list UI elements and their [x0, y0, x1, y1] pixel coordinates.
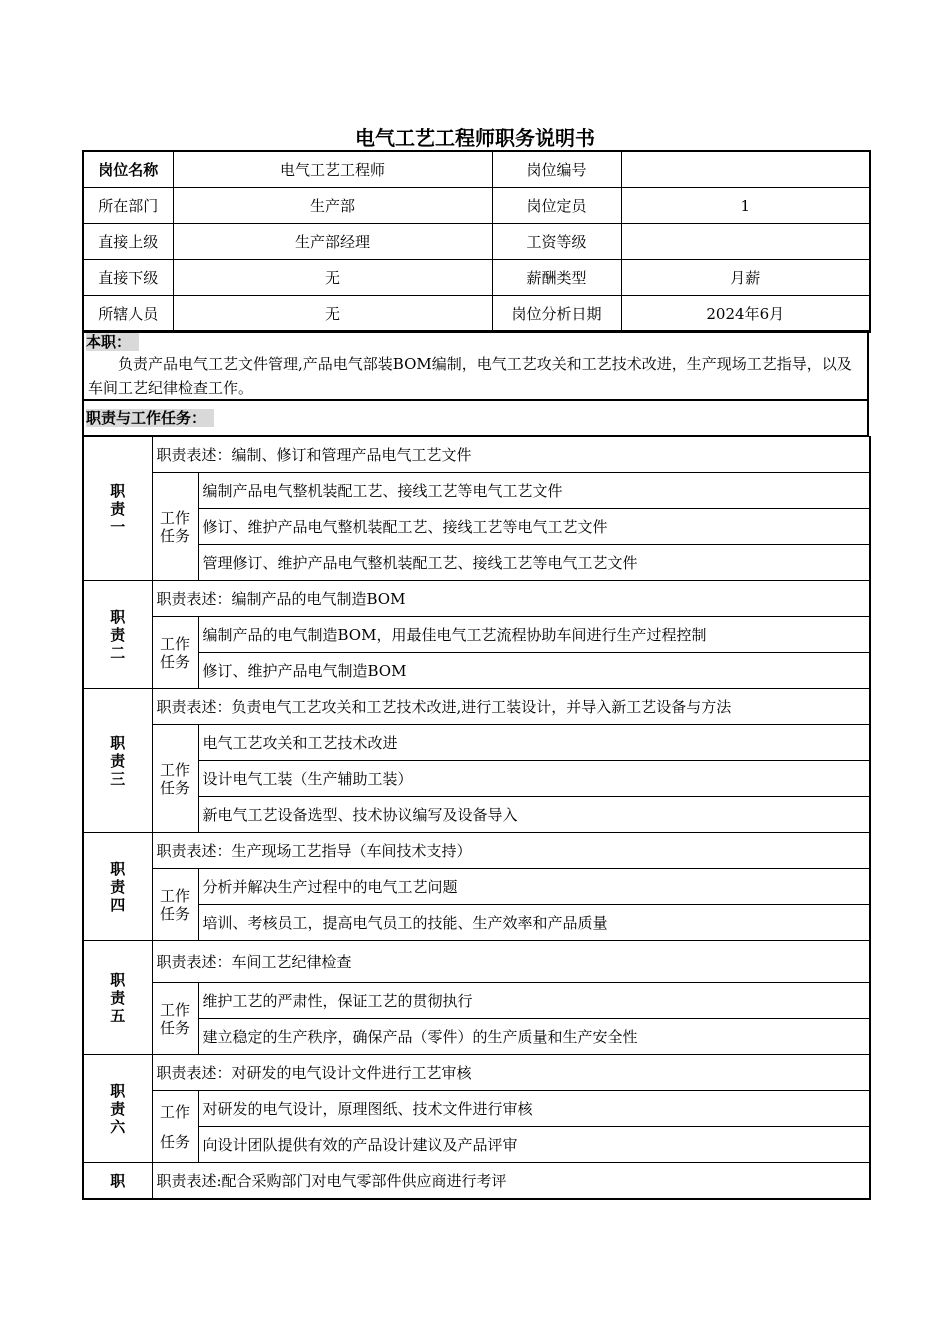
duty-description: 职责表述：负责电气工艺攻关和工艺技术改进,进行工装设计，并导入新工艺设备与方法: [152, 689, 870, 725]
task-item: 建立稳定的生产秩序，确保产品（零件）的生产质量和生产安全性: [198, 1019, 870, 1055]
duty-desc-row: [83, 1163, 870, 1200]
task-item: 维护工艺的严肃性，保证工艺的贯彻执行: [198, 983, 870, 1019]
duty-task-row: [83, 509, 870, 545]
info-value: 无: [173, 260, 492, 296]
info-row: [83, 151, 870, 188]
duty-task-row: [83, 653, 870, 689]
duty-label: 职责二: [83, 581, 152, 689]
duty-task-row: [83, 983, 870, 1019]
document-title: 电气工艺工程师职务说明书: [355, 126, 595, 150]
duty-task-row: [83, 797, 870, 833]
info-key: 工资等级: [492, 224, 621, 260]
duty-description: 职责表述：生产现场工艺指导（车间技术支持）: [152, 833, 870, 869]
duty-label: 职责三: [83, 689, 152, 833]
task-item: 电气工艺攻关和工艺技术改进: [198, 725, 870, 761]
task-item: 管理修订、维护产品电气整机装配工艺、接线工艺等电气工艺文件: [198, 545, 870, 581]
task-item: 培训、考核员工，提高电气员工的技能、生产效率和产品质量: [198, 905, 870, 941]
info-key: 岗位定员: [492, 188, 621, 224]
duty-description: 职责表述：对研发的电气设计文件进行工艺审核: [152, 1055, 870, 1091]
duty-desc-row: [83, 941, 870, 983]
task-item: 编制产品的电气制造BOM，用最佳电气工艺流程协助车间进行生产过程控制: [198, 617, 870, 653]
info-key: 薪酬类型: [492, 260, 621, 296]
info-value: 月薪: [621, 260, 870, 296]
duty-desc-row: [83, 1055, 870, 1091]
duty-desc-row: [83, 689, 870, 725]
duties-table: [82, 436, 871, 1200]
duty-label: 职责五: [83, 941, 152, 1055]
task-label: 工作任务: [152, 473, 198, 581]
task-item: 编制产品电气整机装配工艺、接线工艺等电气工艺文件: [198, 473, 870, 509]
duty-task-row: [83, 1127, 870, 1163]
info-key: 所在部门: [83, 188, 173, 224]
duty-task-row: [83, 761, 870, 797]
duty-task-row: [83, 1019, 870, 1055]
duty-label: 职责六: [83, 1055, 152, 1163]
duty-task-row: [83, 725, 870, 761]
duty-desc-row: [83, 437, 870, 473]
info-key: 直接下级: [83, 260, 173, 296]
duties-header-section: [82, 400, 869, 436]
info-value: 1: [621, 188, 870, 224]
info-key: 岗位分析日期: [492, 296, 621, 333]
task-label: 工作任务: [152, 983, 198, 1055]
core-duty-section: [82, 330, 869, 400]
info-value: 生产部: [173, 188, 492, 224]
info-value: 电气工艺工程师: [173, 151, 492, 188]
task-label: 工作任务: [152, 725, 198, 833]
duty-description: 职责表述：车间工艺纪律检查: [152, 941, 870, 983]
info-key: 所辖人员: [83, 296, 173, 333]
duty-description: 职责表述:配合采购部门对电气零部件供应商进行考评: [152, 1163, 870, 1200]
position-info-table: [82, 150, 871, 333]
duties-header: 职责与工作任务：: [86, 409, 214, 427]
info-value: [621, 151, 870, 188]
info-row: [83, 224, 870, 260]
duty-task-row: [83, 545, 870, 581]
duty-task-row: [83, 617, 870, 653]
duty-label: 职: [83, 1163, 152, 1200]
task-label: 工作任务: [152, 617, 198, 689]
task-item: 分析并解决生产过程中的电气工艺问题: [198, 869, 870, 905]
duty-task-row: [83, 869, 870, 905]
task-item: 新电气工艺设备选型、技术协议编写及设备导入: [198, 797, 870, 833]
task-item: 修订、维护产品电气制造BOM: [198, 653, 870, 689]
task-label: 工作任务: [152, 869, 198, 941]
duty-task-row: [83, 473, 870, 509]
task-label: 工作任务: [152, 1091, 198, 1163]
duty-description: 职责表述：编制、修订和管理产品电气工艺文件: [152, 437, 870, 473]
duty-label: 职责四: [83, 833, 152, 941]
info-value: 2024年6月: [621, 296, 870, 333]
task-item: 对研发的电气设计，原理图纸、技术文件进行审核: [198, 1091, 870, 1127]
task-item: 设计电气工装（生产辅助工装）: [198, 761, 870, 797]
info-row: [83, 188, 870, 224]
info-row: [83, 296, 870, 333]
info-key: 岗位名称: [83, 151, 173, 188]
duty-label: 职责一: [83, 437, 152, 581]
task-item: 向设计团队提供有效的产品设计建议及产品评审: [198, 1127, 870, 1163]
duty-task-row: [83, 905, 870, 941]
info-key: 直接上级: [83, 224, 173, 260]
task-item: 修订、维护产品电气整机装配工艺、接线工艺等电气工艺文件: [198, 509, 870, 545]
core-duty-label: 本职：: [84, 331, 867, 352]
core-duty-text: 负责产品电气工艺文件管理,产品电气部装BOM编制，电气工艺攻关和工艺技术改进，生产现场工艺指导，以及车间工艺纪律检查工作。: [88, 355, 852, 397]
info-row: [83, 260, 870, 296]
duty-description: 职责表述：编制产品的电气制造BOM: [152, 581, 870, 617]
info-value: 无: [173, 296, 492, 333]
duty-desc-row: [83, 581, 870, 617]
duty-desc-row: [83, 833, 870, 869]
info-value: [621, 224, 870, 260]
info-value: 生产部经理: [173, 224, 492, 260]
info-key: 岗位编号: [492, 151, 621, 188]
duty-task-row: [83, 1091, 870, 1127]
